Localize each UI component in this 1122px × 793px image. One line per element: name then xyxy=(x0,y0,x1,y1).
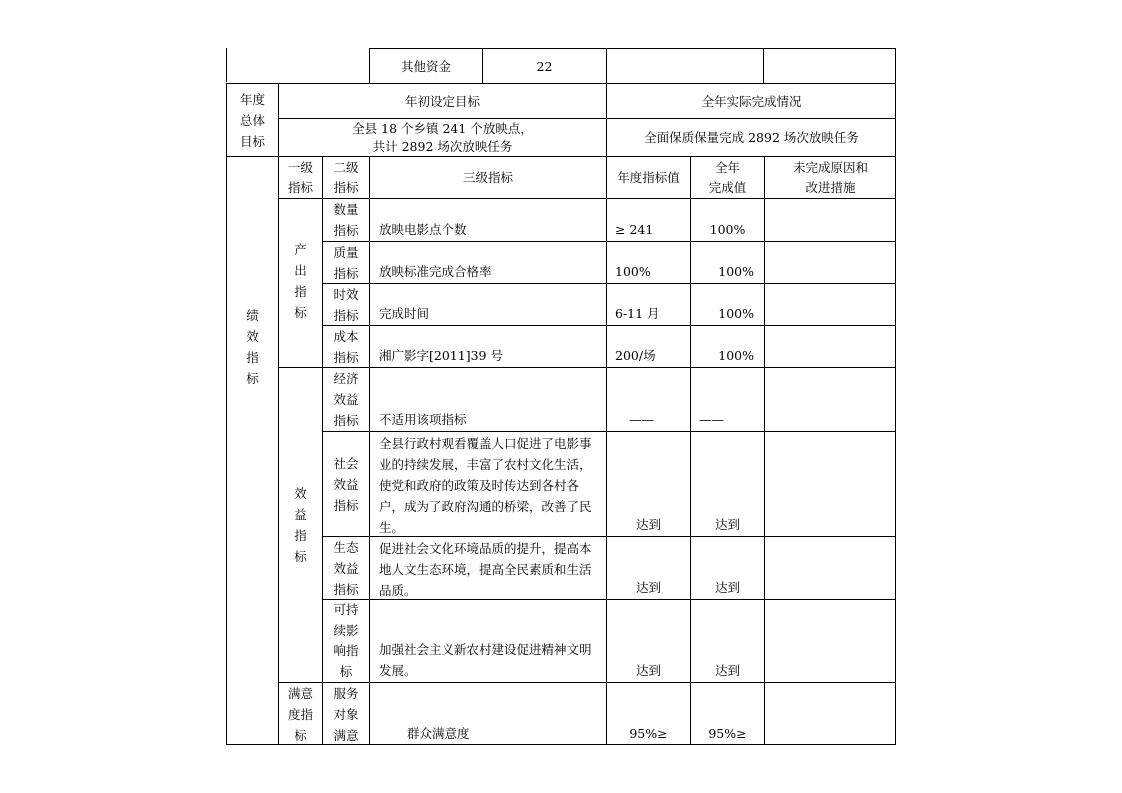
output-group-cell xyxy=(278,198,322,367)
overall-goal-label-cell xyxy=(226,83,278,156)
row-reason-cell xyxy=(764,536,896,599)
row-done-cell xyxy=(690,241,764,283)
row-level3: 完成时间 xyxy=(379,306,430,321)
annual-done-header-cell xyxy=(690,156,764,198)
row-level2-cell xyxy=(322,325,369,367)
annual-target-header-cell xyxy=(606,156,690,198)
row-level3-cell xyxy=(369,431,606,536)
row-level3-cell xyxy=(369,536,606,599)
row-target-cell xyxy=(606,367,690,431)
row-reason-cell xyxy=(764,198,896,241)
satisfaction-group-cell xyxy=(278,682,322,745)
row-done: 100% xyxy=(718,264,754,279)
row-level2: 生态 效益 指标 xyxy=(333,540,359,597)
row-reason-cell xyxy=(764,599,896,682)
funds-label: 其他资金 xyxy=(400,58,451,74)
row-target: 6-11 月 xyxy=(615,306,660,321)
row-target-cell xyxy=(606,682,690,745)
actual-result-header: 全年实际完成情况 xyxy=(701,93,802,109)
row-reason-cell xyxy=(764,283,896,325)
row-level3-cell xyxy=(369,599,606,682)
row-level3-cell xyxy=(369,682,606,745)
row-target: 100% xyxy=(615,264,651,279)
row-level3-cell xyxy=(369,241,606,283)
row-level2-cell xyxy=(322,599,369,682)
row-level3: 湘广影字[2011]39 号 xyxy=(379,348,503,363)
funds-empty-cell-1 xyxy=(606,48,763,83)
row-level2-cell xyxy=(322,431,369,536)
row-done-cell xyxy=(690,198,764,241)
row-target: 95%≥ xyxy=(629,726,668,741)
row-level3-cell xyxy=(369,283,606,325)
row-done-cell xyxy=(690,536,764,599)
row-done-cell xyxy=(690,325,764,367)
row-target-cell xyxy=(606,241,690,283)
row-level3: 不适用该项指标 xyxy=(379,412,467,427)
initial-goal-header: 年初设定目标 xyxy=(404,93,480,109)
row-level2: 数量 指标 xyxy=(333,202,359,238)
row-level2: 经济 效益 指标 xyxy=(333,371,359,428)
row-reason-cell xyxy=(764,325,896,367)
row-level2-cell xyxy=(322,241,369,283)
benefit-group-cell xyxy=(278,367,322,682)
table-right-border xyxy=(895,48,896,745)
level3-header: 三级指标 xyxy=(462,170,513,185)
row-level2: 社会 效益 指标 xyxy=(333,456,359,513)
level1-header-cell xyxy=(278,156,322,198)
initial-goal-text: 全县 18 个乡镇 241 个放映点， 共计 2892 场次放映任务 xyxy=(352,120,533,154)
level2-header-cell xyxy=(322,156,369,198)
row-level3-cell xyxy=(369,325,606,367)
row-done: 100% xyxy=(718,348,754,363)
funds-value: 22 xyxy=(536,58,553,74)
row-done: 95%≥ xyxy=(708,726,747,741)
performance-label: 绩 效 指 标 xyxy=(246,308,259,386)
row-target-cell xyxy=(606,198,690,241)
row-done-cell xyxy=(690,599,764,682)
row-level2: 时效 指标 xyxy=(333,287,359,323)
performance-label-cell xyxy=(226,156,278,745)
row-reason-cell xyxy=(764,367,896,431)
row-done: 100% xyxy=(709,222,746,237)
row-target: —— xyxy=(629,412,654,427)
row-done: 达到 xyxy=(714,580,740,595)
row-done: 达到 xyxy=(714,517,740,532)
row-level2: 成本 指标 xyxy=(333,329,359,365)
row-target: ≥ 241 xyxy=(615,222,654,237)
level3-header-cell xyxy=(369,156,606,198)
row-level3-cell xyxy=(369,367,606,431)
row-target: 200/场 xyxy=(615,348,656,363)
level1-header: 一级 指标 xyxy=(287,159,313,195)
funds-empty-cell-2 xyxy=(763,48,896,83)
initial-goal-text-cell xyxy=(278,118,606,156)
row-target-cell xyxy=(606,536,690,599)
row-level3: 促进社会文化环境品质的提升，提高本地人文生态环境，提高全民素质和生活品质。 xyxy=(379,541,592,598)
row-target-cell xyxy=(606,325,690,367)
overall-goal-label: 年度 总体 目标 xyxy=(239,91,265,149)
table-left-border-top xyxy=(226,48,227,82)
actual-result-text: 全面保质保量完成 2892 场次放映任务 xyxy=(644,130,859,145)
row-target-cell xyxy=(606,599,690,682)
table-bottom-border xyxy=(226,744,896,745)
row-level2-cell xyxy=(322,283,369,325)
row-level3: 全县行政村观看覆盖人口促进了电影事业的持续发展，丰富了农村文化生活，使党和政府的政策及时传达到各村各户，成为了政府沟通的桥梁，改善了民生。 xyxy=(379,436,592,535)
row-level3: 群众满意度 xyxy=(407,726,470,741)
actual-result-text-cell xyxy=(606,118,896,156)
row-done: —— xyxy=(699,412,724,427)
row-level2-cell xyxy=(322,682,369,745)
initial-goal-header-cell xyxy=(278,83,606,118)
row-reason-cell xyxy=(764,682,896,745)
row-target: 达到 xyxy=(635,517,661,532)
funds-value-cell xyxy=(482,48,606,83)
row-level3-cell xyxy=(369,198,606,241)
level2-header: 二级 指标 xyxy=(333,159,359,195)
row-level2: 质量 指标 xyxy=(333,245,359,281)
row-reason-cell xyxy=(764,431,896,536)
row-done: 达到 xyxy=(714,663,740,678)
row-level3: 加强社会主义新农村建设促进精神文明发展。 xyxy=(379,642,592,678)
reason-header-cell xyxy=(764,156,896,198)
reason-header: 未完成原因和 改进措施 xyxy=(792,159,868,195)
row-target-cell xyxy=(606,283,690,325)
row-target-cell xyxy=(606,431,690,536)
row-level2-cell xyxy=(322,198,369,241)
row-done-cell xyxy=(690,367,764,431)
row-level2: 服务 对象 满意 xyxy=(333,686,359,743)
annual-done-header: 全年 完成值 xyxy=(708,159,747,195)
row-reason-cell xyxy=(764,241,896,283)
row-level3: 放映标准完成合格率 xyxy=(379,264,492,279)
funds-label-cell xyxy=(369,48,482,83)
row-target: 达到 xyxy=(635,663,661,678)
benefit-group-label: 效 益 指 标 xyxy=(294,486,307,564)
row-done-cell xyxy=(690,682,764,745)
row-level3: 放映电影点个数 xyxy=(379,222,467,237)
row-done: 100% xyxy=(718,306,754,321)
actual-result-header-cell xyxy=(606,83,896,118)
row-level2-cell xyxy=(322,367,369,431)
row-done-cell xyxy=(690,431,764,536)
row-done-cell xyxy=(690,283,764,325)
row-target: 达到 xyxy=(635,580,661,595)
annual-target-header: 年度指标值 xyxy=(617,170,680,185)
output-group-label: 产 出 指 标 xyxy=(294,242,307,320)
satisfaction-group-label: 满意 度指 标 xyxy=(287,686,313,743)
row-level2: 可持 续影 响指 标 xyxy=(333,602,359,679)
row-level2-cell xyxy=(322,536,369,599)
